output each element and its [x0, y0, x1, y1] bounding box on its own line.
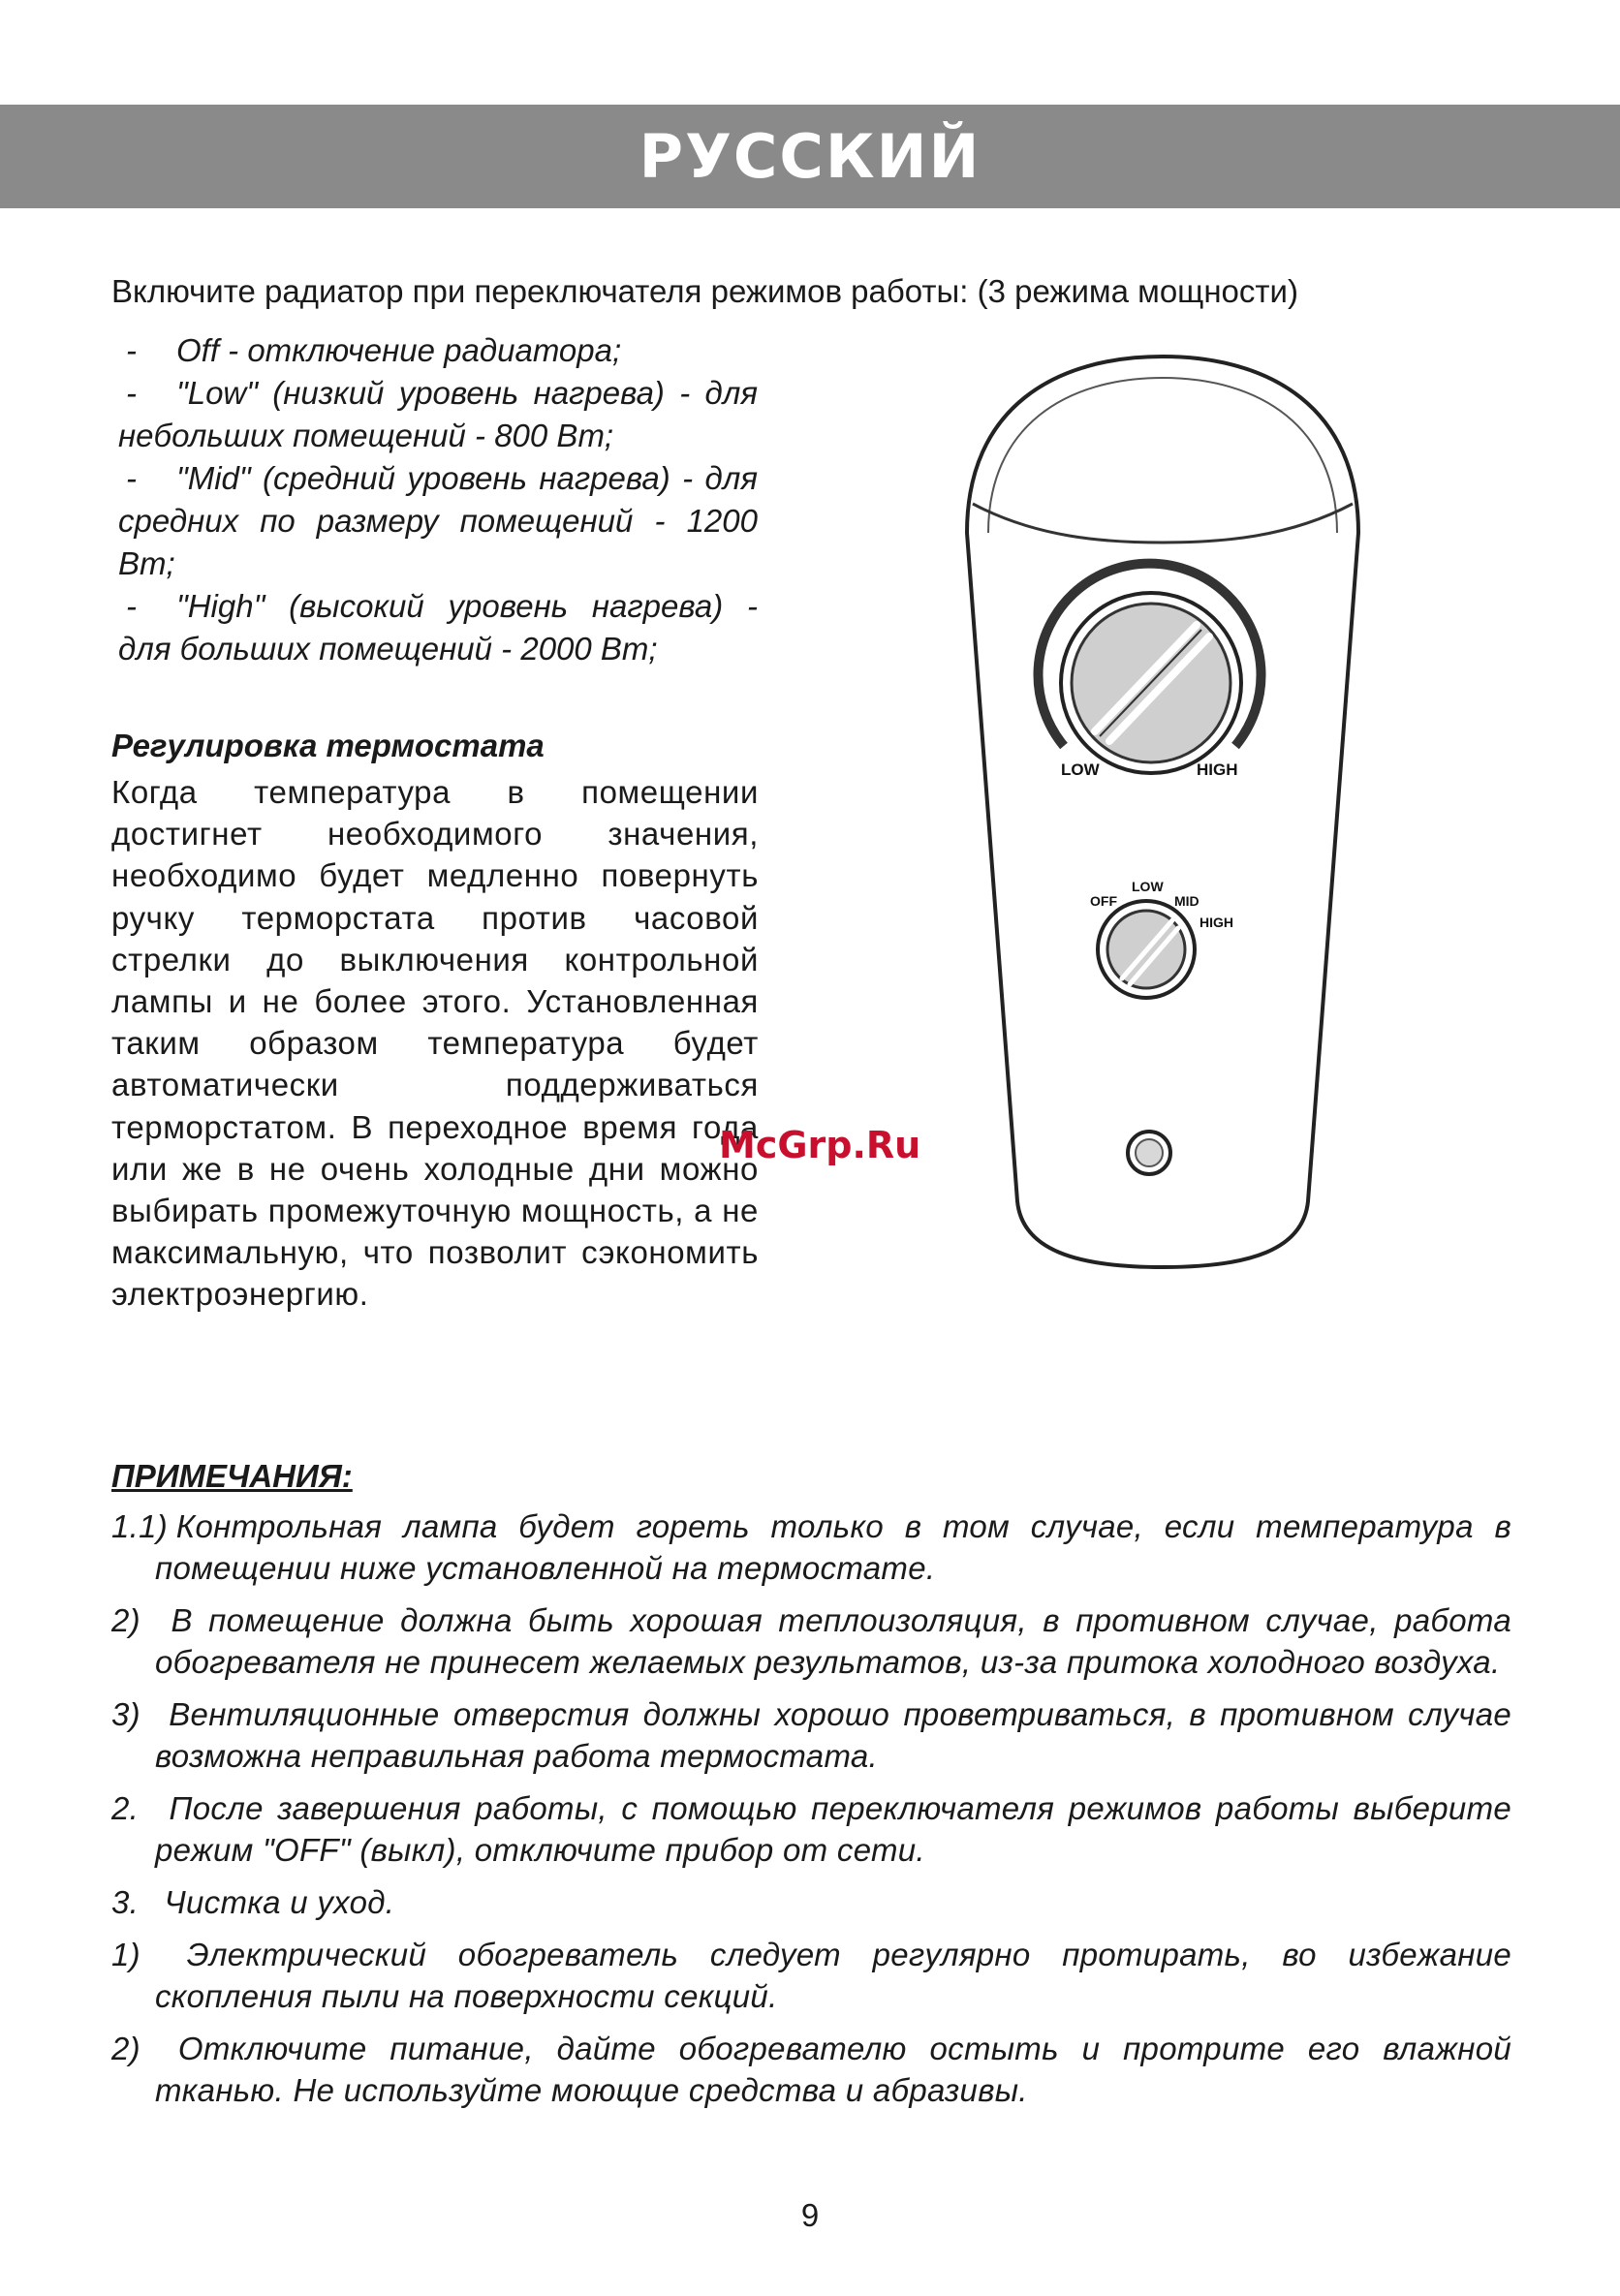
- notes-title: ПРИМЕЧАНИЯ:: [111, 1458, 353, 1494]
- intro-text: Включите радиатор при переключателя режимов работы: (3 режима мощности): [111, 273, 1298, 309]
- note-number: 3): [111, 1696, 140, 1732]
- indicator-lamp: [1128, 1132, 1170, 1174]
- heater-control-panel-illustration: [959, 349, 1366, 1279]
- language-title: РУССКИЙ: [639, 121, 981, 192]
- note-item: [111, 1787, 1511, 1871]
- mode-text: "Mid" (средний уровень нагрева) - для средних по размеру помещений - 1200 Вт;: [118, 460, 758, 581]
- note-item: [111, 1505, 1511, 1589]
- note-item: [111, 1881, 1511, 1923]
- mode-item-off: [118, 329, 758, 372]
- note-text: Контрольная лампа будет гореть только в том случае, если температура в помещении ниже установленной на термостате.: [155, 1508, 1511, 1586]
- note-text: Электрический обогреватель следует регулярно протирать, во избежание скопления пыли на поверхности секций.: [155, 1937, 1511, 2014]
- thermostat-low-label: LOW: [1061, 760, 1100, 779]
- note-text: Чистка и уход.: [164, 1884, 395, 1920]
- mode-item-high: [118, 585, 758, 670]
- mode-list: [118, 329, 758, 670]
- mode-low-label: LOW: [1132, 879, 1164, 894]
- mode-mid-label: MID: [1174, 893, 1199, 909]
- indicator-lamp-face: [1136, 1139, 1163, 1166]
- list-dash: -: [126, 375, 137, 411]
- note-number: 1): [111, 1937, 140, 1972]
- page-number: 9: [800, 2197, 820, 2233]
- mode-off-label: OFF: [1090, 893, 1117, 909]
- thermostat-section-body: Когда температура в помещении достигнет необходимого значения, необходимо будет медленно повернуть ручку терморстата против часовой стрелки до выключения контрольной лампы и не более этого. Установленная таким образом температура будет автоматически поддерживаться терморстатом. В переходное время года или же в не очень холодные дни можно выбирать промежуточную мощность, а не максимальную, что позволит сэкономить электроэнергию.: [111, 774, 759, 1313]
- note-text: В помещение должна быть хорошая теплоизоляция, в противном случае, работа обогревателя не принесет желаемых результатов, из-за притока холодного воздуха.: [155, 1602, 1512, 1680]
- note-item: [111, 1693, 1511, 1777]
- note-number: 2.: [111, 1790, 140, 1826]
- list-dash: -: [126, 332, 137, 368]
- note-number: 2): [111, 1602, 140, 1638]
- notes-list: [111, 1505, 1511, 2122]
- thermostat-section-title: Регулировка термостата: [111, 728, 545, 763]
- note-number: 2): [111, 2031, 140, 2066]
- list-dash: -: [126, 588, 137, 624]
- note-item: [111, 1599, 1511, 1683]
- mode-item-low: [118, 372, 758, 457]
- note-text: Отключите питание, дайте обогревателю остыть и протрите его влажной тканью. Не используйте моющие средства и абразивы.: [155, 2031, 1511, 2108]
- mode-text: Off - отключение радиатора;: [176, 332, 622, 368]
- mode-item-mid: [118, 457, 758, 585]
- mode-text: "Low" (низкий уровень нагрева) - для небольших помещений - 800 Вт;: [118, 375, 758, 453]
- mode-high-label: HIGH: [1199, 915, 1233, 930]
- note-number: 1.1): [111, 1508, 169, 1544]
- note-number: 3.: [111, 1884, 140, 1920]
- list-dash: -: [126, 460, 137, 496]
- thermostat-high-label: HIGH: [1197, 760, 1238, 779]
- note-item: [111, 1934, 1511, 2017]
- note-text: Вентиляционные отверстия должны хорошо проветриваться, в противном случае возможна неправильная работа термостата.: [155, 1696, 1511, 1774]
- panel-outline: [967, 357, 1358, 1267]
- mode-text: "High" (высокий уровень нагрева) - для больших помещений - 2000 Вт;: [118, 588, 758, 667]
- note-item: [111, 2028, 1511, 2111]
- note-text: После завершения работы, с помощью переключателя режимов работы выберите режим "OFF" (выкл), отключите прибор от сети.: [155, 1790, 1512, 1868]
- language-header-bar: [0, 105, 1620, 208]
- watermark: McGrp.Ru: [719, 1124, 921, 1166]
